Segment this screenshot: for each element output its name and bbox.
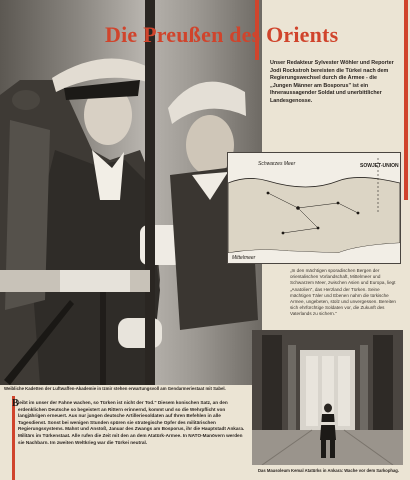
mausoleum-illustration: [252, 330, 403, 465]
article-intro: Unser Redakteur Sylvester Wöhler und Reporter Jodi Rockstroh bereisten die Türkei nach dem Regierungswechsel durch die Armee - die „Jungen Männer am Bosporus" ist ein Ihneraussagender Soldat und unerbittlicher Landesgenosse.: [270, 60, 394, 104]
map-outline: [228, 153, 400, 263]
sidebar-column-text: „In den mächtigen sporadischen Bergen der orientalischen Vorlandschaft, Mittelmeer und Schwarzem Meer, zwischen Asien und Europa, liegt „Anatolien", das Herzland der Türken. Seine mächtigen Täler und Ebenen nahm die türkische Armee, ungebeten, stolz und unvergessen. Bereiten sich ehrfürchtige Soldaten vor, die Zukunft des Vaterlands zu sichern.": [290, 268, 396, 317]
mausoleum-caption: Das Mausoleum Kemal Atatürks in Ankara: Wache vor dem Sarkophag.: [258, 468, 400, 473]
dropcap-letter: B: [12, 398, 19, 409]
article-title: Die Preußen des Orients: [105, 22, 339, 47]
article-body: leibt im unser der Fahne wachen, so Türken ist nicht der Tod." Diesem konischen Satz, an den erdenklichen Deutsche so begeistert an Rittern erinnernd, kommt und so die Wehrpflicht von langjährigen erneuert. Aus nur jungen deutsche Artilleriesoldaten auf Ihren Befehlen in alle Tagesdienst. Sonst bei wenigen Stunden spüren sie strategische Opfer des militärischen Regierungssystems. Mahnt und Anstoß, Januar des Zwangs am Bosporus, ihr die Hauptstadt Ankara. Militärs im Türkenstaat. Alle rufen die Zeit mit den an dem Atatürk-Armee. In NATO-Manövern werden sie Nachbarn. Im zweiten Weltkrieg war die Türkei neutral.: [18, 400, 245, 445]
turkey-map: [227, 152, 401, 264]
map-union-label: SOWJET-UNION: [360, 163, 399, 169]
map-mediterranean-label: Mittelmeer: [232, 255, 256, 261]
main-photo-caption: Weibliche Kadetten der Luftwaffen-Akademie in Izmir stehen erwartungsvoll am Gendarmeriestaat mit Sabel.: [4, 386, 226, 391]
map-sea-label: Schwarzes Meer: [258, 161, 296, 167]
mausoleum-photo: [252, 330, 403, 465]
